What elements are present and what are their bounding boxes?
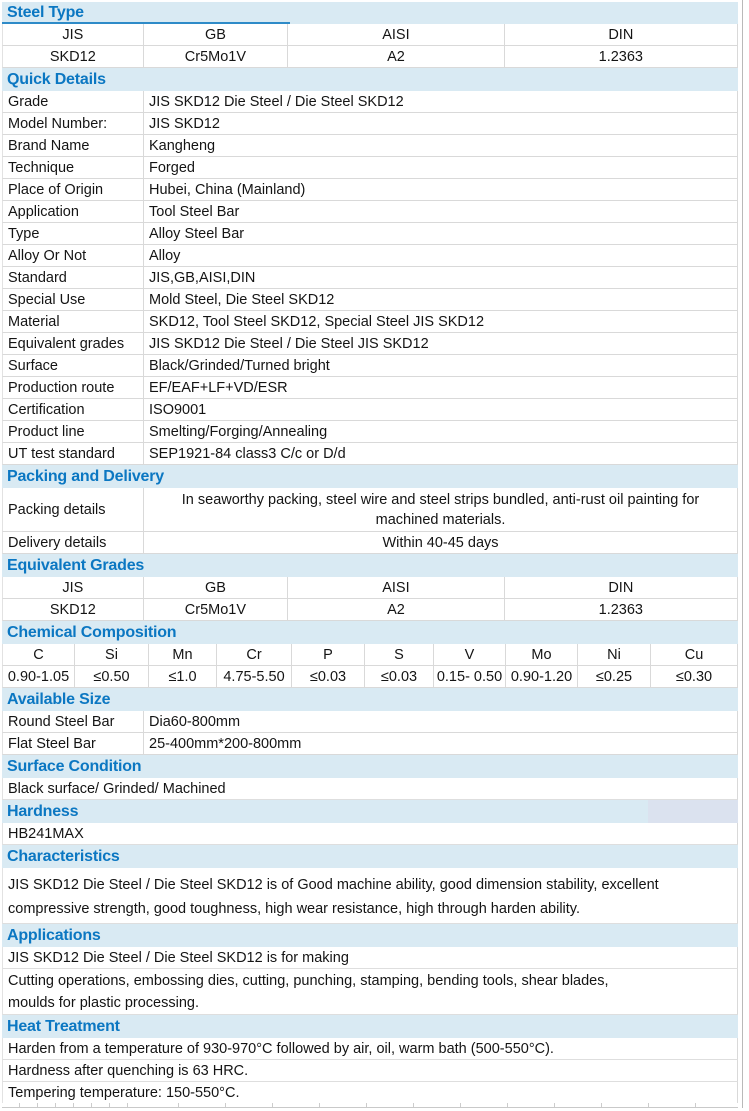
element-header: Ni — [578, 644, 651, 665]
detail-value: Hubei, China (Mainland) — [149, 181, 306, 198]
delivery-details-row — [2, 532, 738, 554]
column-header-din: DIN — [608, 579, 634, 596]
detail-value: Alloy Steel Bar — [149, 225, 245, 242]
section-header-characteristics — [2, 845, 738, 868]
detail-label: Surface — [3, 355, 144, 376]
steel-type-header-row — [2, 24, 738, 46]
detail-value: Kangheng — [149, 137, 216, 154]
section-header-chemical-composition — [2, 621, 738, 644]
hardness-text: HB241MAX — [2, 823, 738, 845]
applications-line: Cutting operations, embossing dies, cutting, punching, stamping, bending tools, shear blades, — [8, 973, 609, 989]
section-header-surface-condition — [2, 755, 738, 778]
detail-label: Alloy Or Not — [3, 245, 144, 266]
element-value: 4.75-5.50 — [217, 666, 292, 687]
table-row — [2, 355, 738, 377]
element-value: ≤0.30 — [675, 668, 713, 685]
element-header: C — [3, 644, 75, 665]
sheet-column-ticks — [132, 1103, 738, 1107]
detail-label: Delivery details — [3, 532, 144, 553]
detail-value: Smelting/Forging/Annealing — [149, 423, 328, 440]
table-row — [2, 157, 738, 179]
detail-label: Certification — [3, 399, 144, 420]
table-row — [2, 223, 738, 245]
chemical-elements-row — [2, 644, 738, 666]
size-label: Flat Steel Bar — [3, 733, 144, 754]
detail-label: Packing details — [3, 488, 144, 531]
table-row — [2, 421, 738, 443]
section-title: Hardness — [7, 802, 79, 820]
header-underline — [2, 22, 290, 24]
detail-label: UT test standard — [3, 443, 144, 464]
table-row — [2, 311, 738, 333]
column-header-din: DIN — [608, 26, 634, 43]
table-row — [2, 267, 738, 289]
column-header-gb: GB — [144, 24, 289, 45]
detail-label: Standard — [3, 267, 144, 288]
table-row — [2, 113, 738, 135]
applications-text — [2, 969, 738, 1015]
column-header-aisi: AISI — [288, 577, 504, 598]
element-value: ≤0.50 — [75, 666, 149, 687]
section-header-steel-type — [2, 2, 738, 24]
detail-value: JIS SKD12 Die Steel / Die Steel SKD12 — [149, 93, 404, 110]
table-row — [2, 443, 738, 465]
element-header: Mn — [149, 644, 217, 665]
size-value: Dia60-800mm — [149, 713, 241, 730]
element-value: 0.90-1.20 — [506, 666, 578, 687]
table-cell: SKD12 — [3, 599, 144, 620]
heat-treatment-line: Tempering temperature: 150-550°C. — [2, 1082, 738, 1104]
table-row — [2, 399, 738, 421]
element-header: S — [365, 644, 434, 665]
detail-label: Application — [3, 201, 144, 222]
detail-value: Mold Steel, Die Steel SKD12 — [149, 291, 335, 308]
packing-details-row — [2, 488, 738, 532]
column-header-jis: JIS — [3, 24, 144, 45]
table-cell: A2 — [288, 46, 504, 67]
steel-type-value-row — [2, 46, 738, 68]
element-header: Si — [75, 644, 149, 665]
table-cell: Cr5Mo1V — [144, 599, 289, 620]
section-header-packing-delivery — [2, 465, 738, 488]
table-row — [2, 733, 738, 755]
table-cell: A2 — [288, 599, 504, 620]
element-value: ≤1.0 — [149, 666, 217, 687]
detail-value: In seaworthy packing, steel wire and steel strips bundled, anti-rust oil painting for machined materials. — [181, 491, 700, 528]
product-spec-sheet — [2, 2, 738, 1104]
element-value: 0.15- 0.50 — [434, 666, 506, 687]
size-value: 25-400mm*200-800mm — [149, 735, 302, 752]
section-header-quick-details — [2, 68, 738, 91]
detail-label: Product line — [3, 421, 144, 442]
table-row — [2, 333, 738, 355]
section-header-hardness — [2, 800, 738, 823]
detail-label: Place of Origin — [3, 179, 144, 200]
section-header-available-size — [2, 688, 738, 711]
detail-label: Special Use — [3, 289, 144, 310]
size-label: Round Steel Bar — [3, 711, 144, 732]
table-row — [2, 377, 738, 399]
section-header-applications — [2, 924, 738, 947]
section-title: Heat Treatment — [7, 1017, 120, 1035]
table-cell: SKD12 — [3, 46, 144, 67]
element-header: Cr — [217, 644, 292, 665]
detail-label: Production route — [3, 377, 144, 398]
table-row — [2, 711, 738, 733]
sheet-column-ticks — [2, 1103, 132, 1107]
applications-line: JIS SKD12 Die Steel / Die Steel SKD12 is for making — [2, 947, 738, 969]
detail-value: EF/EAF+LF+VD/ESR — [149, 379, 288, 396]
section-title: Equivalent Grades — [7, 556, 145, 574]
column-header-jis: JIS — [3, 577, 144, 598]
table-cell: Cr5Mo1V — [144, 46, 289, 67]
element-header: Cu — [684, 646, 704, 663]
applications-line: moulds for plastic processing. — [8, 995, 199, 1011]
equivalent-grades-header-row — [2, 577, 738, 599]
characteristics-text: JIS SKD12 Die Steel / Die Steel SKD12 is of Good machine ability, good dimension stability, excellent compressive strength, good toughness, high wear resistance, high through harden ability. — [2, 868, 738, 924]
section-title: Chemical Composition — [7, 623, 177, 641]
heat-treatment-line: Harden from a temperature of 930-970°C followed by air, oil, warm bath (500-550°C). — [2, 1038, 738, 1060]
highlight-patch — [648, 800, 738, 823]
detail-label: Grade — [3, 91, 144, 112]
detail-label: Brand Name — [3, 135, 144, 156]
element-value: ≤0.25 — [578, 666, 651, 687]
detail-label: Material — [3, 311, 144, 332]
detail-label: Equivalent grades — [3, 333, 144, 354]
detail-value: JIS SKD12 — [149, 115, 220, 132]
detail-value: ISO9001 — [149, 401, 207, 418]
equivalent-grades-value-row — [2, 599, 738, 621]
element-header: P — [292, 644, 365, 665]
heat-treatment-line: Hardness after quenching is 63 HRC. — [2, 1060, 738, 1082]
chemical-values-row — [2, 666, 738, 688]
section-title: Packing and Delivery — [7, 467, 164, 485]
section-header-equivalent-grades — [2, 554, 738, 577]
element-value: 0.90-1.05 — [3, 666, 75, 687]
section-title: Applications — [7, 926, 101, 944]
element-value: ≤0.03 — [292, 666, 365, 687]
column-header-gb: GB — [144, 577, 289, 598]
detail-label: Technique — [3, 157, 144, 178]
detail-value: SKD12, Tool Steel SKD12, Special Steel JIS SKD12 — [149, 313, 485, 330]
sheet-right-gridline — [742, 0, 743, 1108]
section-title: Surface Condition — [7, 757, 142, 775]
table-row — [2, 91, 738, 113]
detail-value: JIS,GB,AISI,DIN — [149, 269, 256, 286]
table-row — [2, 179, 738, 201]
detail-label: Type — [3, 223, 144, 244]
table-cell: 1.2363 — [598, 48, 643, 65]
table-row — [2, 245, 738, 267]
table-row — [2, 135, 738, 157]
table-row — [2, 289, 738, 311]
detail-value: Alloy — [149, 247, 181, 264]
detail-value: Within 40-45 days — [382, 534, 499, 551]
section-title: Steel Type — [7, 4, 84, 21]
section-title: Quick Details — [7, 70, 106, 88]
table-row — [2, 201, 738, 223]
column-header-aisi: AISI — [288, 24, 504, 45]
section-title: Available Size — [7, 690, 111, 708]
detail-value: SEP1921-84 class3 C/c or D/d — [149, 445, 346, 462]
sheet-bottom-partial-row — [2, 1103, 738, 1108]
detail-value: Black/Grinded/Turned bright — [149, 357, 330, 374]
element-header: Mo — [506, 644, 578, 665]
detail-label: Model Number: — [3, 113, 144, 134]
element-header: V — [434, 644, 506, 665]
table-cell: 1.2363 — [598, 601, 643, 618]
section-title: Characteristics — [7, 847, 120, 865]
section-header-heat-treatment — [2, 1015, 738, 1038]
detail-value: Forged — [149, 159, 195, 176]
detail-value: Tool Steel Bar — [149, 203, 240, 220]
detail-value: JIS SKD12 Die Steel / Die Steel JIS SKD12 — [149, 335, 429, 352]
surface-condition-text: Black surface/ Grinded/ Machined — [2, 778, 738, 800]
element-value: ≤0.03 — [365, 666, 434, 687]
